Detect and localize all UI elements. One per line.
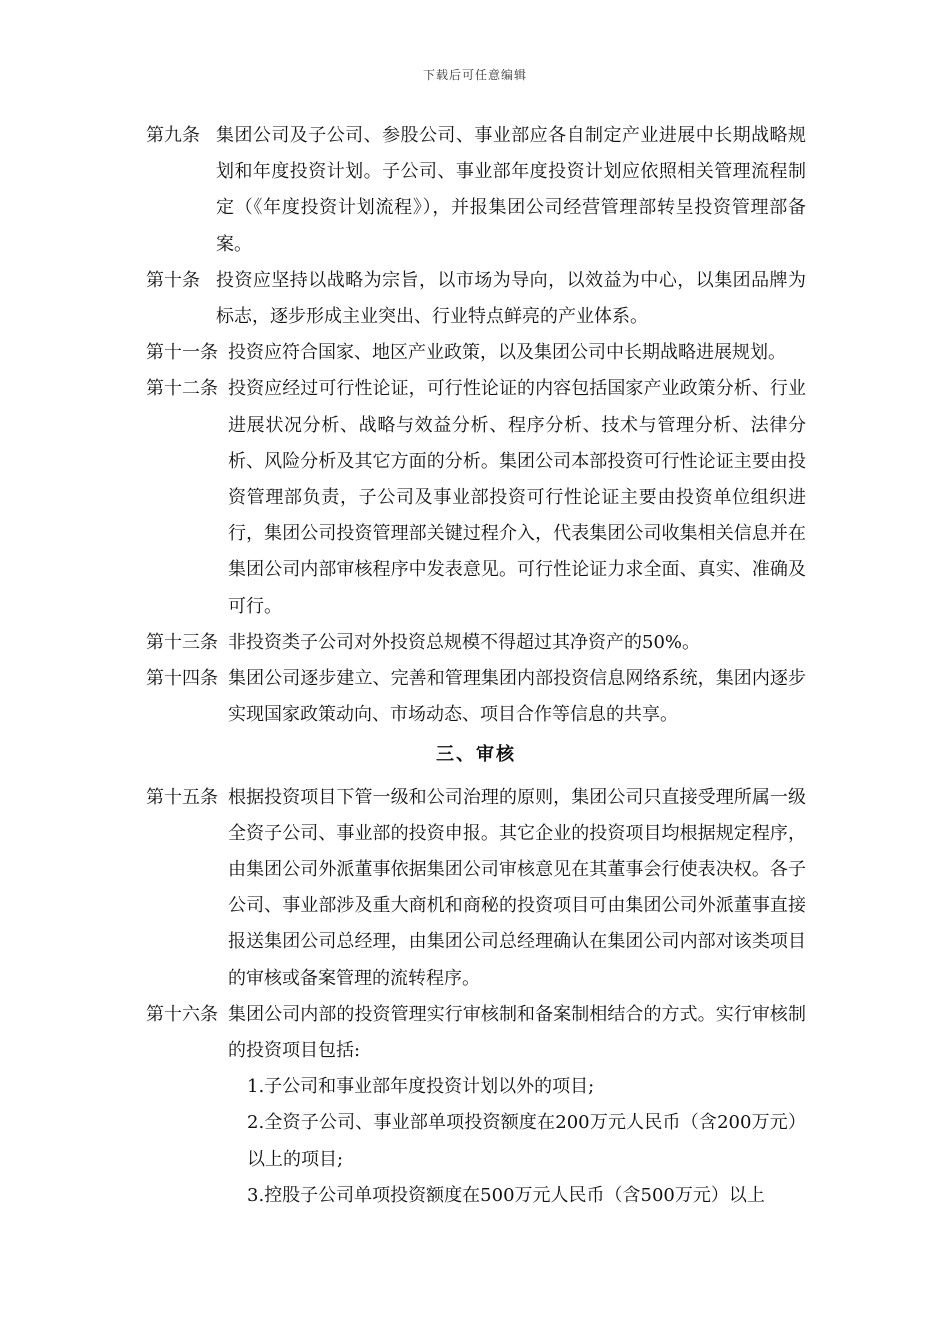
article-label: 第十五条 xyxy=(146,786,218,808)
header-note: 下载后可任意编辑 xyxy=(422,68,527,82)
article-text: 集团公司内部的投资管理实行审核制和备案制相结合的方式。实行审核制的投资项目包括: xyxy=(228,1003,806,1062)
article-label: 第十四条 xyxy=(146,668,218,690)
article-13 xyxy=(146,625,806,661)
section-title: 三、审核 xyxy=(436,744,516,766)
article-15 xyxy=(146,780,806,997)
list-item: 3.控股子公司单项投资额度在500万元人民币（含500万元）以上 xyxy=(247,1184,765,1206)
article-text: 非投资类子公司对外投资总规模不得超过其净资产的50%。 xyxy=(228,631,701,653)
document-body xyxy=(146,118,806,1214)
article-16 xyxy=(146,997,806,1069)
article-label: 第十条 xyxy=(146,269,200,291)
article-10 xyxy=(146,263,806,335)
article-9 xyxy=(146,118,806,263)
article-text: 集团公司逐步建立、完善和管理集团内部投资信息网络系统，集团内逐步实现国家政策动向、市场动态、项目合作等信息的共享。 xyxy=(228,668,806,726)
list-item: 2.全资子公司、事业部单项投资额度在200万元人民币（含200万元）以上的项目; xyxy=(247,1112,806,1170)
list-item: 1.子公司和事业部年度投资计划以外的项目; xyxy=(247,1076,595,1098)
article-11 xyxy=(146,335,806,371)
article-label: 第十二条 xyxy=(146,378,218,400)
article-text: 集团公司及子公司、参股公司、事业部应各自制定产业进展中长期战略规划和年度投资计划。子公司、事业部年度投资计划应依照相关管理流程制定（《年度投资计划流程》），并报集团公司经营管理部转呈投资管理部备案。 xyxy=(216,125,806,255)
article-label: 第十三条 xyxy=(146,631,218,653)
article-text: 根据投资项目下管一级和公司治理的原则，集团公司只直接受理所属一级全资子公司、事业部的投资申报。其它企业的投资项目均根据规定程序，由集团公司外派董事依据集团公司审核意见在其董事会行使表决权。各子公司、事业部涉及重大商机和商秘的投资项目可由集团公司外派董事直接报送集团公司总经理，由集团公司总经理确认在集团公司内部对该类项目的审核或备案管理的流转程序。 xyxy=(228,786,806,989)
article-label: 第十六条 xyxy=(146,1003,218,1025)
article-label: 第九条 xyxy=(146,125,200,146)
article-label: 第十一条 xyxy=(146,342,218,364)
article-text: 投资应符合国家、地区产业政策，以及集团公司中长期战略进展规划。 xyxy=(228,342,786,364)
article-12 xyxy=(146,371,806,624)
article-text: 投资应坚持以战略为宗旨，以市场为导向，以效益为中心，以集团品牌为标志，逐步形成主业突出、行业特点鲜亮的产业体系。 xyxy=(216,269,806,328)
article-text: 投资应经过可行性论证，可行性论证的内容包括国家产业政策分析、行业进展状况分析、战略与效益分析、程序分析、技术与管理分析、法律分析、风险分析及其它方面的分析。集团公司本部投资可行性论证主要由投资管理部负责，子公司及事业部投资可行性论证主要由投资单位组织进行，集团公司投资管理部关键过程介入，代表集团公司收集相关信息并在集团公司内部审核程序中发表意见。可行性论证力求全面、真实、准确及可行。 xyxy=(228,378,806,617)
article-14 xyxy=(146,661,806,733)
